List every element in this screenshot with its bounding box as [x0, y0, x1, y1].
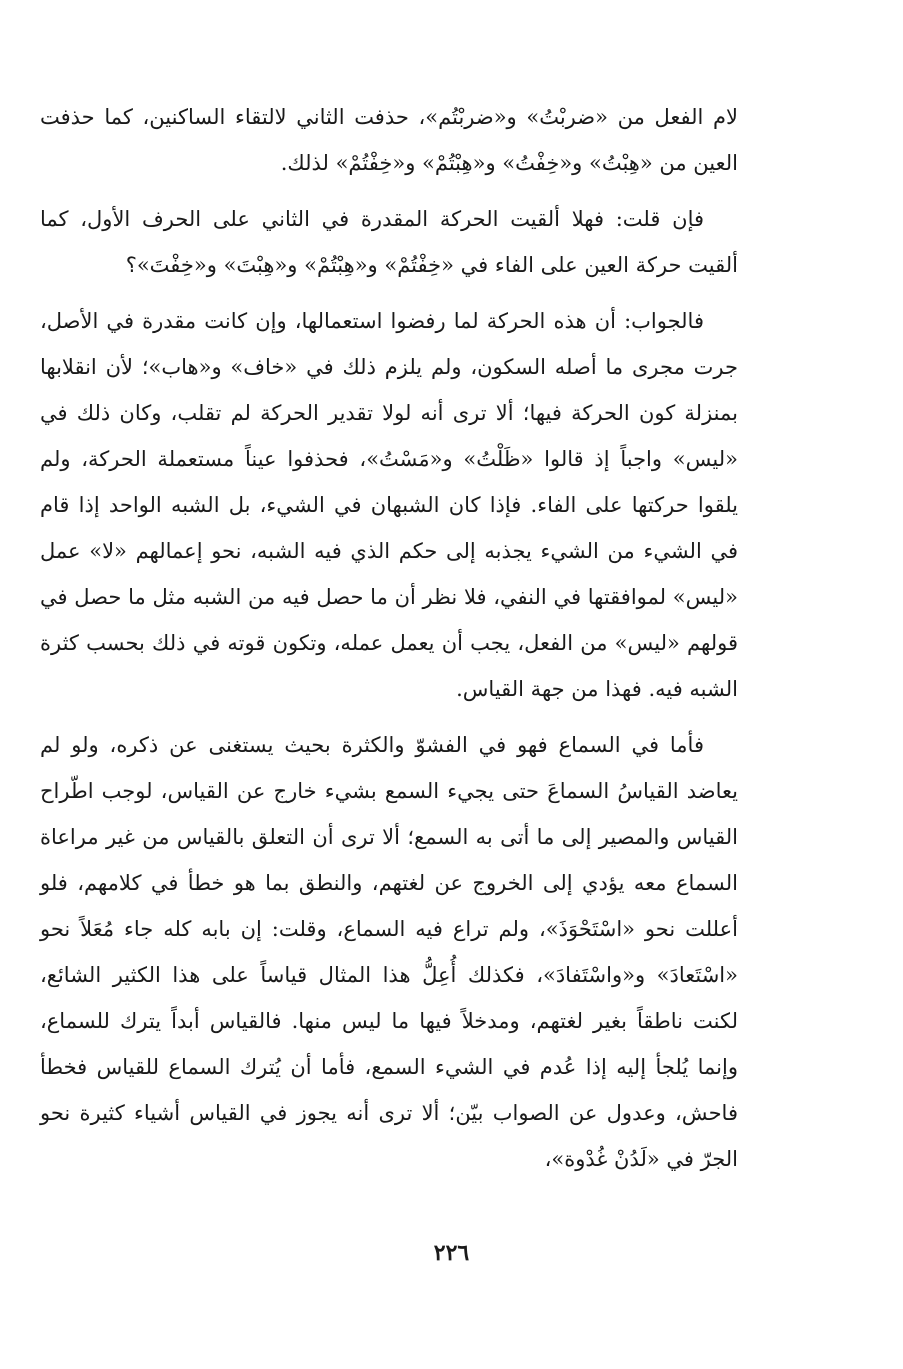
paragraph-2: فإن قلت: فهلا ألقيت الحركة المقدرة في الثاني على الحرف الأول، كما ألقيت حركة العين على الفاء في «خِفْتُمْ» و«هِبْتُمْ» و«هِبْتَ» و«خِفْتَ»؟	[40, 207, 738, 277]
body-text	[40, 94, 738, 1182]
paragraph-1: لام الفعل من «ضربْتُ» و«ضربْتُم»، حذفت الثاني لالتقاء الساكنين، كما حذفت العين من «هِبْتُ» و«خِفْتُ» و«هِبْتُمْ» و«خِفْتُمْ» لذلك.	[40, 105, 738, 175]
paragraph-4: فأما في السماع فهو في الفشوّ والكثرة بحيث يستغنى عن ذكره، ولو لم يعاضد القياسُ السماعَ حتى يجيء السمع بشيء خارج عن القياس، لوجب اطّراح القياس والمصير إلى ما أتى به السمع؛ ألا ترى أن التعلق بالقياس من غير مراعاة السماع معه يؤدي إلى الخروج عن لغتهم، والنطق بما هو خطأ في كلامهم، فلو أعللت نحو «اسْتَحْوَذَ»، ولم تراع فيه السماع، وقلت: إن بابه كله جاء مُعَلاً نحو «اسْتَعادَ» و«واسْتَفادَ»، فكذلك أُعِلُّ هذا المثال قياساً على هذا الكثير الشائع، لكنت ناطقاً بغير لغتهم، ومدخلاً فيها ما ليس منها. فالقياس أبداً يترك للسماع، وإنما يُلجأ إليه إذا عُدم في الشيء السمع، فأما أن يُترك السماع للقياس فخطأ فاحش، وعدول عن الصواب بيّن؛ ألا ترى أنه يجوز في القياس أشياء كثيرة نحو الجرّ في «لَدُنْ غُدْوة»،	[40, 733, 738, 1171]
page-number: ٢٢٦	[433, 1240, 470, 1266]
paragraph-3: فالجواب: أن هذه الحركة لما رفضوا استعمالها، وإن كانت مقدرة في الأصل، جرت مجرى ما أصله السكون، ولم يلزم ذلك في «خاف» و«هاب»؛ لأن انقلابها بمنزلة كون الحركة فيها؛ ألا ترى أنه لولا تقدير الحركة لم تقلب، وكان ذلك في «ليس» واجباً إذ قالوا «ظَلْتُ» و«مَسْتُ»، فحذفوا عيناً مستعملة الحركة، ولم يلقوا حركتها على الفاء. فإذا كان الشبهان في الشيء، بل الشبه الواحد إذا قام في الشيء من الشيء يجذبه إلى حكم الذي فيه الشبه، نحو إعمالهم «لا» عمل «ليس» لموافقتها في النفي، فلا نظر أن ما حصل فيه من الشبه مثل ما حصل في قولهم «ليس» من الفعل، يجب أن يعمل عمله، وتكون قوته في ذلك بحسب كثرة الشبه فيه. فهذا من جهة القياس.	[40, 309, 738, 701]
